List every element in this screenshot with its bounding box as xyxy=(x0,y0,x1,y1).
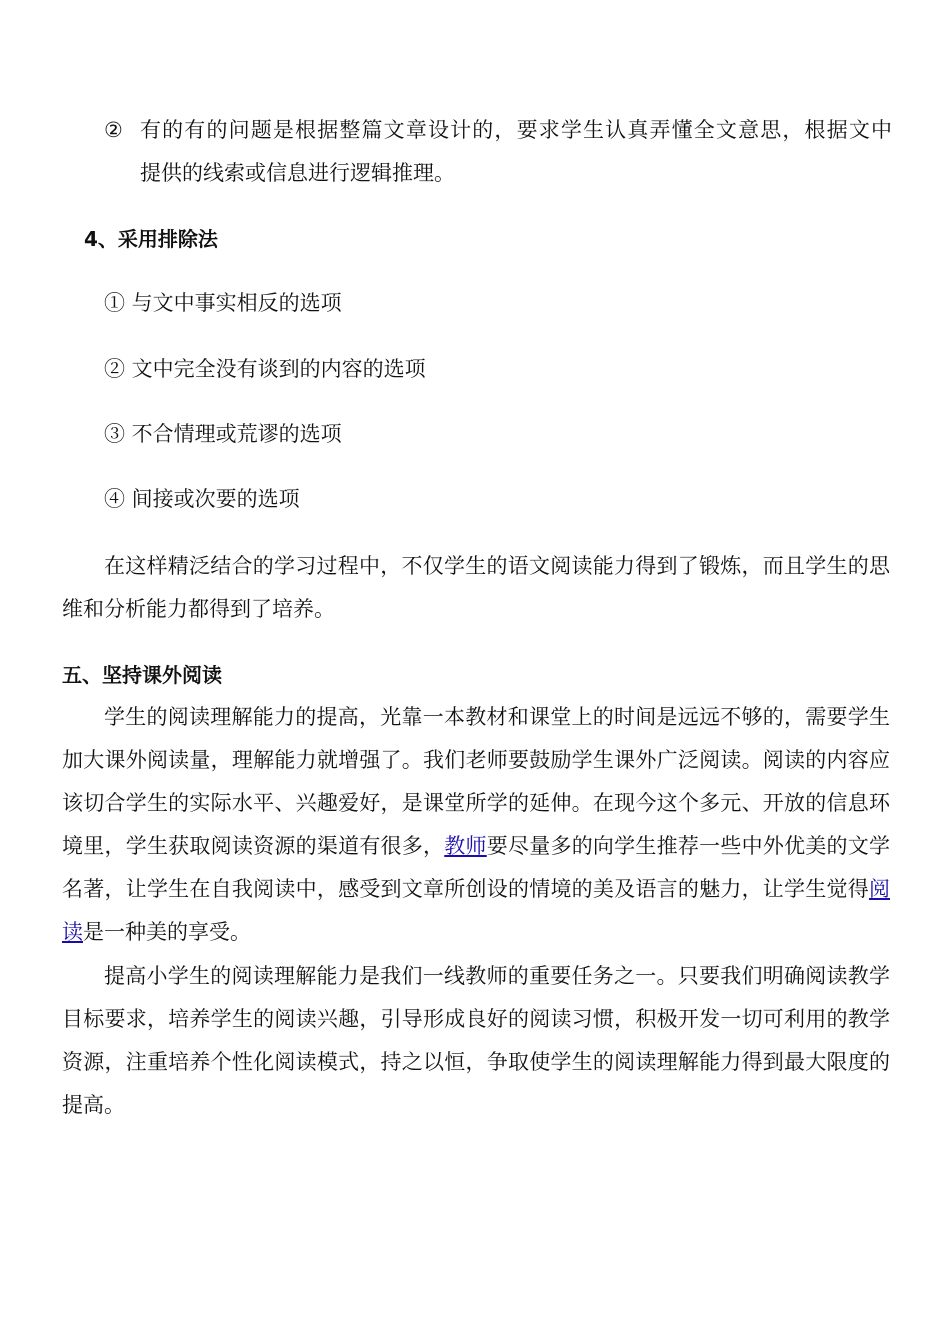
item-line-1: 有的有的问题是根据整篇文章设计的，要求学生认真弄懂全文意思，根据文中 xyxy=(140,118,892,142)
option-1: ① 与文中事实相反的选项 xyxy=(104,291,342,315)
option-3: ③ 不合情理或荒谬的选项 xyxy=(104,422,342,446)
list-item-2 xyxy=(0,109,950,195)
section-heading-5: 五、坚持课外阅读 xyxy=(62,663,222,687)
section5-paragraph-1 xyxy=(62,696,890,954)
item-text xyxy=(140,109,892,195)
link-teacher[interactable]: 教师 xyxy=(444,834,487,858)
link-reading[interactable]: 阅读 xyxy=(62,877,890,944)
paragraph-text-b: 要尽量多的向学生推荐一些中外优美的文学名著，让学生在自我阅读中，感受到文章所创设的情境的美及语言的魅力，让学生觉得 xyxy=(62,834,891,901)
option-4: ④ 间接或次要的选项 xyxy=(104,487,300,511)
item-line-2: 提供的线索或信息进行逻辑推理。 xyxy=(140,161,455,185)
summary-paragraph: 在这样精泛结合的学习过程中，不仅学生的语文阅读能力得到了锻炼，而且学生的思维和分析能力都得到了培养。 xyxy=(62,554,890,621)
paragraph-text-c: 是一种美的享受。 xyxy=(83,920,251,944)
section5-paragraph-2: 提高小学生的阅读理解能力是我们一线教师的重要任务之一。只要我们明确阅读教学目标要求，培养学生的阅读兴趣，引导形成良好的阅读习惯，积极开发一切可利用的教学资源，注重培养个性化阅读模式，持之以恒，争取使学生的阅读理解能力得到最大限度的提高。 xyxy=(62,964,890,1117)
option-2: ② 文中完全没有谈到的内容的选项 xyxy=(104,357,426,381)
item-marker: ② xyxy=(104,118,123,142)
paragraph-text-a: 学生的阅读理解能力的提高，光靠一本教材和课堂上的时间是远远不够的，需要学生加大课外阅读量，理解能力就增强了。我们老师要鼓励学生课外广泛阅读。阅读的内容应该切合学生的实际水平、兴趣爱好，是课堂所学的延伸。在现今这个多元、开放的信息环境里，学生获取阅读资源的渠道有很多， xyxy=(62,705,890,858)
section-heading-4: 4、采用排除法 xyxy=(84,227,218,251)
